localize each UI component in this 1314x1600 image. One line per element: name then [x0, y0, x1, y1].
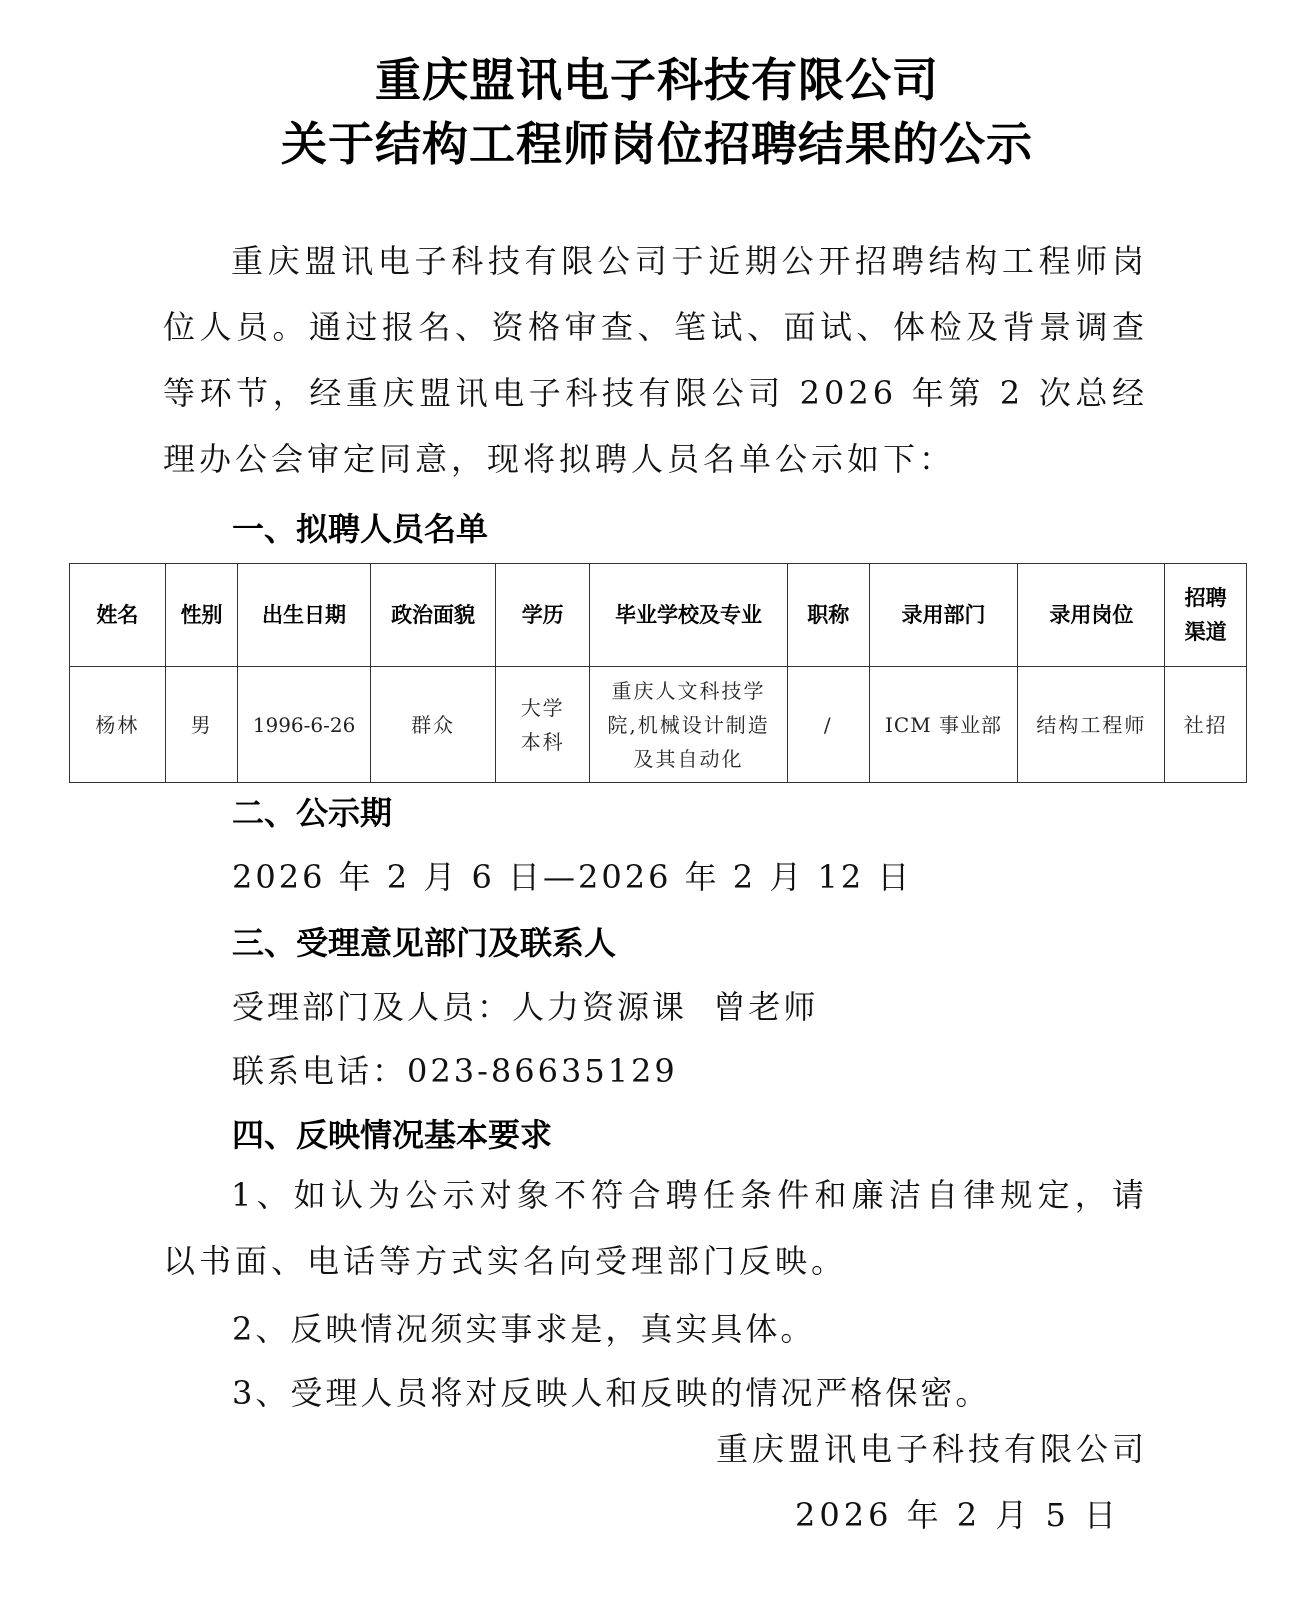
cell-political-status: 群众 [370, 667, 495, 783]
table-header-row [70, 564, 1247, 667]
column-header-gender: 性别 [165, 564, 237, 667]
requirement-item-2: 2、反映情况须实事求是，真实具体。 [232, 1310, 816, 1348]
cell-school-major: 重庆人文科技学院,机械设计制造及其自动化 [590, 667, 788, 783]
column-header-position: 录用岗位 [1018, 564, 1165, 667]
contact-phone: 联系电话：023-86635129 [232, 1052, 678, 1090]
column-header-department: 录用部门 [869, 564, 1018, 667]
cell-title: / [787, 667, 869, 783]
intro-paragraph: 重庆盟讯电子科技有限公司于近期公开招聘结构工程师岗位人员。通过报名、资格审查、笔试、面试、体检及背景调查等环节，经重庆盟讯电子科技有限公司 2026 年第 2 次总经理办公会审定同意，现将拟聘人员名单公示如下： [163, 242, 1148, 478]
cell-channel: 社招 [1165, 667, 1247, 783]
section-heading-contact: 三、受理意见部门及联系人 [232, 924, 617, 962]
table-row [70, 667, 1247, 783]
cell-position: 结构工程师 [1018, 667, 1165, 783]
publicity-period: 2026 年 2 月 6 日—2026 年 2 月 12 日 [232, 858, 913, 896]
requirement-item-3: 3、受理人员将对反映人和反映的情况严格保密。 [232, 1374, 991, 1412]
signature-company: 重庆盟讯电子科技有限公司 [716, 1430, 1149, 1468]
cell-birth-date: 1996-6-26 [238, 667, 371, 783]
signature-date: 2026 年 2 月 5 日 [795, 1496, 1121, 1534]
document-title-company: 重庆盟讯电子科技有限公司 [375, 53, 939, 107]
section-heading-requirements: 四、反映情况基本要求 [232, 1116, 553, 1154]
document-title-subject: 关于结构工程师岗位招聘结果的公示 [281, 117, 1033, 171]
cell-education: 大学本科 [496, 667, 590, 783]
column-header-title: 职称 [787, 564, 869, 667]
section-heading-candidates: 一、拟聘人员名单 [232, 510, 489, 548]
column-header-birth-date: 出生日期 [238, 564, 371, 667]
contact-department: 受理部门及人员：人力资源课 曾老师 [232, 988, 819, 1026]
section-heading-period: 二、公示期 [232, 794, 393, 832]
column-header-name: 姓名 [70, 564, 166, 667]
column-header-school-major: 毕业学校及专业 [590, 564, 788, 667]
cell-name: 杨林 [70, 667, 166, 783]
column-header-political-status: 政治面貌 [370, 564, 495, 667]
requirement-item-1: 1、如认为公示对象不符合聘任条件和廉洁自律规定，请以书面、电话等方式实名向受理部门反映。 [163, 1176, 1148, 1280]
cell-gender: 男 [165, 667, 237, 783]
candidate-table [69, 563, 1247, 783]
column-header-channel: 招聘渠道 [1165, 564, 1247, 667]
column-header-education: 学历 [496, 564, 590, 667]
cell-department: ICM 事业部 [869, 667, 1018, 783]
